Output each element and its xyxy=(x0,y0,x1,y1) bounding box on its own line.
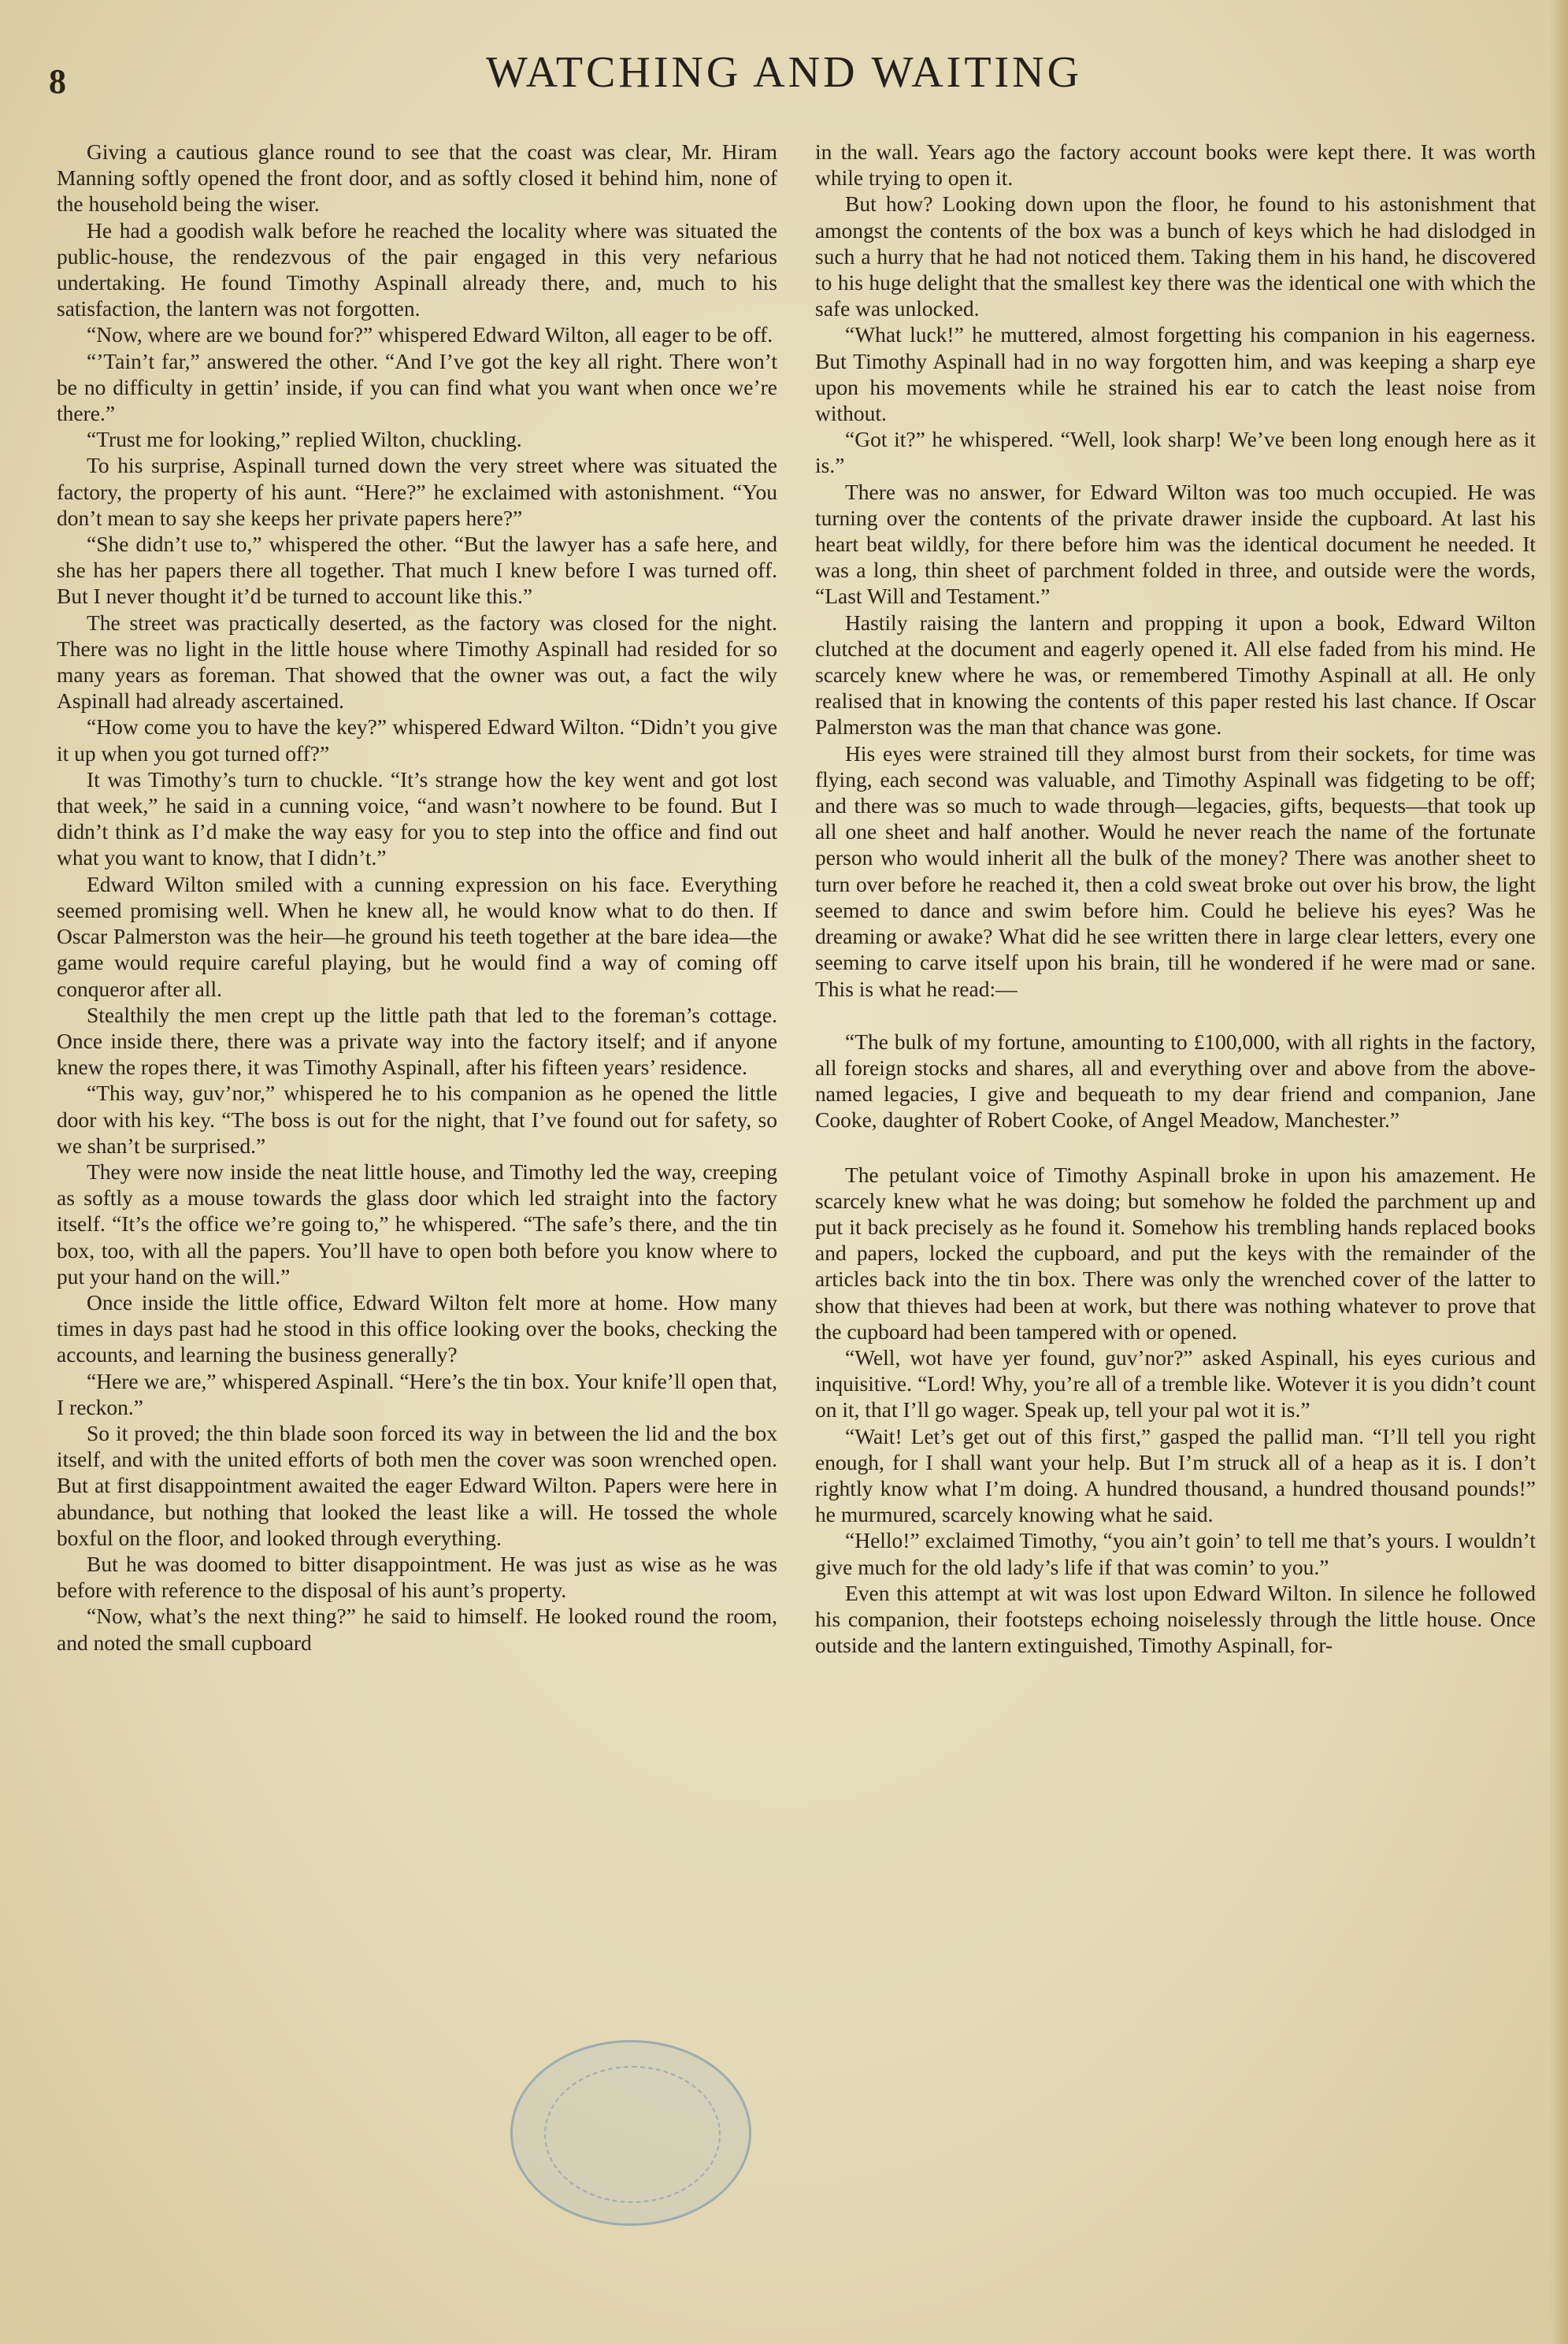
left-column xyxy=(57,139,777,1656)
page-edge-shadow xyxy=(1551,0,1568,2344)
paragraph: “She didn’t use to,” whispered the other. “But the lawyer has a safe here, and she has her papers there all together. That much I knew before I was turned off. But I never thought it’d be turned to account like this.” xyxy=(57,532,777,609)
paragraph: Edward Wilton smiled with a cunning expression on his face. Everything seemed promising well. When he knew all, he would know what to do then. If Oscar Palmerston was the heir—he ground his teeth together at the bare idea—the game would require careful playing, but he would find a way of coming off conqueror after all. xyxy=(57,871,777,1001)
paragraph: The street was practically deserted, as the factory was closed for the night. There was no light in the little house where Timothy Aspinall had resided for so many years as foreman. That showed that the owner was out, a fact the wily Aspinall had already ascertained. xyxy=(57,610,777,714)
right-column xyxy=(815,139,1536,1658)
library-stamp-mark xyxy=(510,2040,751,2226)
paragraph: To his surprise, Aspinall turned down the very street where was situated the factory, the property of his aunt. “Here?” he exclaimed with astonishment. “You don’t mean to say she keeps her private papers here?” xyxy=(57,453,777,530)
paragraph: “’Tain’t far,” answered the other. “And I’ve got the key all right. There won’t be no difficulty in gettin’ inside, if you can find what you want when once we’re there.” xyxy=(57,348,777,426)
paragraph: “Here we are,” whispered Aspinall. “Here’s the tin box. Your knife’ll open that, I reckon.” xyxy=(57,1368,777,1419)
paragraph: So it proved; the thin blade soon forced its way in between the lid and the box itself, and with the united efforts of both men the cover was soon wrenched open. But at first disappointment awaited the eager Edward Wilton. Papers were here in abundance, but nothing that looked the least like a will. He tossed the whole boxful on the floor, and looked through everything. xyxy=(57,1420,777,1550)
paragraph: Stealthily the men crept up the little path that led to the foreman’s cottage. Once inside there, there was a private way into the factory itself; and if anyone knew the ropes there, it was Timothy Aspinall, after his fifteen years’ residence. xyxy=(57,1002,777,1080)
paragraph: “Now, what’s the next thing?” he said to himself. He looked round the room, and noted the small cupboard xyxy=(57,1604,777,1655)
paragraph: “Trust me for looking,” replied Wilton, chuckling. xyxy=(87,427,522,452)
page-number: 8 xyxy=(49,62,66,101)
will-quotation: “The bulk of my fortune, amounting to £100,000, with all rights in the factory, all foreign stocks and shares, all and everything over and above from the above-named legacies, I give and bequeath to my dear friend and companion, Jane Cooke, daughter of Robert Cooke, of Angel Meadow, Manchester.” xyxy=(815,1029,1536,1133)
paragraph: Once inside the little office, Edward Wilton felt more at home. How many times in days past had he stood in this office looking over the books, checking the accounts, and learning the business generally? xyxy=(57,1289,777,1367)
paragraph: “Well, wot have yer found, guv’nor?” asked Aspinall, his eyes curious and inquisitive. “Lord! Why, you’re all of a tremble like. Wotever it is you didn’t count on it, that I’ll go wager. Speak up, tell your pal wot it is.” xyxy=(815,1344,1536,1422)
paragraph: Giving a cautious glance round to see that the coast was clear, Mr. Hiram Manning softly opened the front door, and as softly closed it behind him, none of the household being the wiser. xyxy=(57,139,777,217)
running-head: WATCHING AND WAITING xyxy=(485,48,1083,97)
paragraph: He had a goodish walk before he reached the locality where was situated the public-house, the rendezvous of the pair engaged in this very nefarious undertaking. He found Timothy Aspinall already there, and, much to his satisfaction, the lantern was not forgotten. xyxy=(57,217,777,321)
paragraph: “Hello!” exclaimed Timothy, “you ain’t goin’ to tell me that’s yours. I wouldn’t give much for the old lady’s life if that was comin’ to you.” xyxy=(815,1528,1536,1579)
paragraph: “This way, guv’nor,” whispered he to his companion as he opened the little door with his key. “The boss is out for the night, that I’ve found out for safety, so we shan’t be surprised.” xyxy=(57,1081,777,1158)
paragraph: “Now, where are we bound for?” whispered Edward Wilton, all eager to be off. xyxy=(87,322,773,347)
library-stamp-ring xyxy=(544,2066,721,2203)
paragraph: “What luck!” he muttered, almost forgetting his companion in his eagerness. But Timothy Aspinall had in no way forgotten him, and was keeping a sharp eye upon his movements while he strained his ear to catch the least noise from without. xyxy=(815,322,1536,426)
paragraph: Even this attempt at wit was lost upon Edward Wilton. In silence he followed his companion, their footsteps echoing noiselessly through the little house. Once outside and the lantern extinguished, Timothy Aspinall, for- xyxy=(815,1580,1536,1658)
paragraph: They were now inside the neat little house, and Timothy led the way, creeping as softly as a mouse towards the glass door which led straight into the factory itself. “It’s the office we’re going to,” he whispered. “The safe’s there, and the tin box, too, with all the papers. You’ll have to open both before you know where to put your hand on the will.” xyxy=(57,1159,777,1289)
paragraph: in the wall. Years ago the factory account books were kept there. It was worth while trying to open it. xyxy=(815,139,1536,191)
paragraph: There was no answer, for Edward Wilton was too much occupied. He was turning over the contents of the private drawer inside the cupboard. At last his heart beat wildly, for there before him was the identical document he needed. It was a long, thin sheet of parchment folded in three, and outside were the words, “Last Will and Testament.” xyxy=(815,479,1536,609)
paragraph: “How come you to have the key?” whispered Edward Wilton. “Didn’t you give it up when you got turned off?” xyxy=(57,714,777,766)
paragraph: The petulant voice of Timothy Aspinall broke in upon his amazement. He scarcely knew what he was doing; but somehow he folded the parchment up and put it back precisely as he found it. Somehow his trembling hands replaced books and papers, locked the cupboard, and put the keys with the remainder of the articles back into the tin box. There was only the wrenched cover of the latter to show that thieves had been at work, but there was nothing whatever to prove that the cupboard had been tampered with or opened. xyxy=(815,1162,1536,1344)
paragraph: His eyes were strained till they almost burst from their sockets, for time was flying, each second was valuable, and Timothy Aspinall was fidgeting to be off; and there was so much to wade through—legacies, gifts, bequests—that took up all one sheet and half another. Would he never reach the name of the fortunate person who would inherit all the bulk of the money? There was another sheet to turn over before he reached it, then a cold sweat broke out over his brow, the light seemed to dance and swim before him. Could he believe his eyes? Was he dreaming or awake? What did he see written there in large clear letters, every one seeming to carve itself upon his brain, till he wondered if he were mad or sane. This is what he read:— xyxy=(815,740,1536,1001)
paragraph: Hastily raising the lantern and propping it upon a book, Edward Wilton clutched at the document and eagerly opened it. All else faded from his mind. He scarcely knew where he was, or remembered Timothy Aspinall at all. He only realised that in knowing the contents of this paper rested his last chance. If Oscar Palmerston was the man that chance was gone. xyxy=(815,610,1536,740)
paragraph: It was Timothy’s turn to chuckle. “It’s strange how the key went and got lost that week,” he said in a cunning voice, “and wasn’t nowhere to be found. But I didn’t think as I’d make the way easy for you to step into the office and find out what you want to know, that I didn’t.” xyxy=(57,766,777,870)
paragraph: But how? Looking down upon the floor, he found to his astonishment that amongst the contents of the box was a bunch of keys which he had dislodged in such a hurry that he had not noticed them. Taking them in his hand, he discovered to his huge delight that the smallest key there was the identical one with which the safe was unlocked. xyxy=(815,191,1536,321)
paragraph: “Got it?” he whispered. “Well, look sharp! We’ve been long enough here as it is.” xyxy=(815,427,1536,478)
paragraph: “Wait! Let’s get out of this first,” gasped the pallid man. “I’ll tell you right enough, for I shall want your help. But I’m struck all of a heap as it is. I don’t rightly know what I’m doing. A hundred thousand, a hundred thousand pounds!” he murmured, scarcely knowing what he said. xyxy=(815,1423,1536,1527)
paragraph: But he was doomed to bitter disappointment. He was just as wise as he was before with reference to the disposal of his aunt’s property. xyxy=(57,1551,777,1603)
